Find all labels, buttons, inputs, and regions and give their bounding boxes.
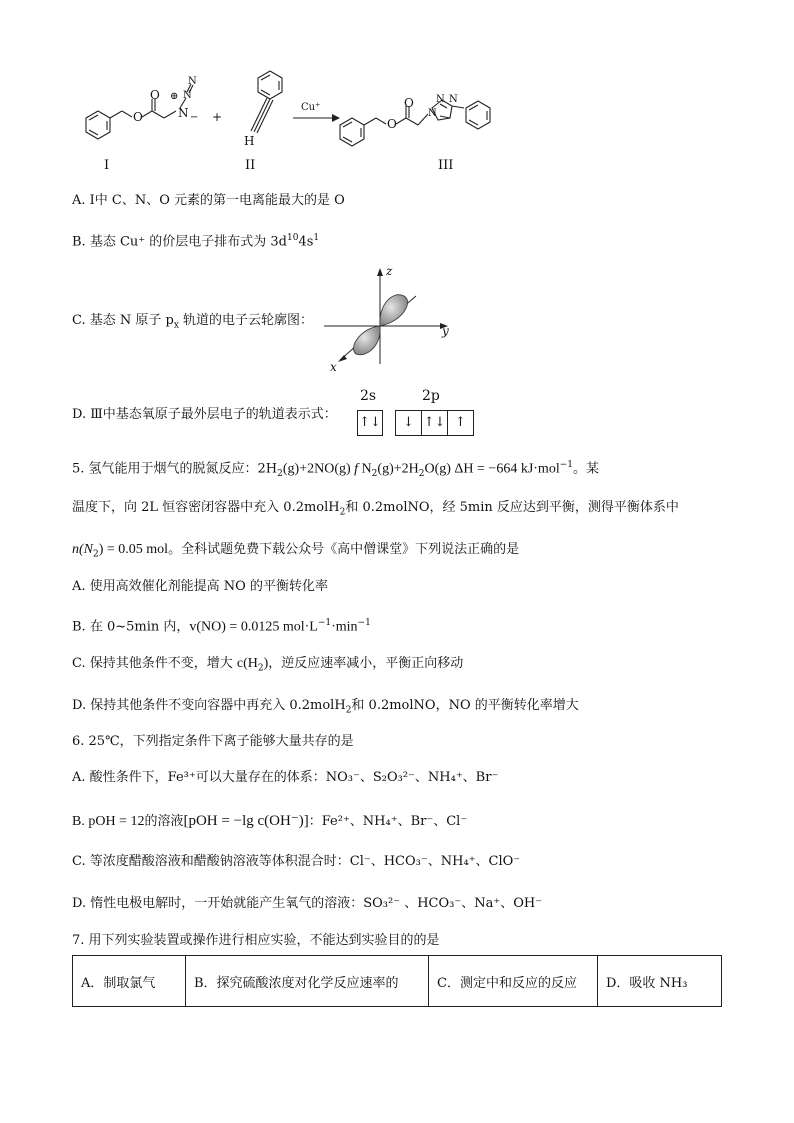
atom-o-iii-carbonyl: O bbox=[404, 96, 414, 110]
charge-minus-i: − bbox=[190, 112, 199, 123]
axis-z-label: z bbox=[386, 264, 393, 278]
atom-n-i-2: N bbox=[183, 90, 192, 101]
q7-stem: 7. 用下列实验装置或操作进行相应实验，不能达到实验目的的是 bbox=[72, 933, 440, 948]
orbital-cell-2s: ↑↓ bbox=[359, 415, 381, 430]
compound-label-iii: III bbox=[438, 158, 454, 173]
q7-option-a: A．制取氯气 bbox=[73, 956, 186, 1007]
orbital-cell-2p-3: ↑ bbox=[455, 415, 466, 430]
orbital-box-2p bbox=[395, 410, 474, 436]
q7-option-c: C．测定中和反应的反应 bbox=[429, 956, 598, 1007]
atom-o-i-carbonyl: O bbox=[150, 88, 160, 102]
q6-stem: 6. 25℃，下列指定条件下离子能够大量共存的是 bbox=[72, 734, 354, 749]
atom-h-ii: H bbox=[244, 134, 255, 148]
q7-option-b: B．探究硫酸浓度对化学反应速率的 bbox=[186, 956, 429, 1007]
compound-label-ii: II bbox=[245, 158, 256, 173]
q7-option-d: D．吸收 NH₃ bbox=[598, 956, 722, 1007]
plus-sign: + bbox=[212, 110, 223, 124]
q5-option-b: B. 在 0~5min 内，v(NO) = 0.0125 $mol\cdot L^{-1}\cdot\min^{-1}$ bbox=[72, 618, 371, 635]
orbital-box-2s bbox=[357, 410, 383, 436]
atom-n-iii-1: N bbox=[428, 108, 437, 119]
q5-option-c: C. 保持其他条件不变，增大 $c(H_2)$，逆反应速率减小，平衡正向移动 bbox=[72, 656, 464, 674]
axis-y-label: y bbox=[442, 324, 449, 338]
p-orbital-diagram bbox=[320, 266, 460, 371]
orbital-cell-2p-2: ↑↓ bbox=[422, 411, 448, 435]
catalyst-label: Cu⁺ bbox=[301, 102, 321, 113]
orbital-2p-label: 2p bbox=[422, 388, 440, 404]
q6-option-c: C. 等浓度醋酸溶液和醋酸钠溶液等体积混合时：Cl⁻、HCO₃⁻、NH₄⁺、ClO⁻ bbox=[72, 854, 521, 869]
q7-options-row bbox=[73, 956, 722, 1007]
atom-n-iii-2: N bbox=[436, 94, 445, 105]
atom-o-i-ester: O bbox=[133, 110, 143, 124]
orbital-cell-2p-1: ↓ bbox=[396, 411, 422, 435]
orbital-lobe-upper bbox=[380, 295, 408, 326]
q4-option-d: D. Ⅲ中基态氧原子最外层电子的轨道表示式： bbox=[72, 407, 337, 422]
atom-n-i-1: N bbox=[178, 106, 189, 120]
compound-label-i: I bbox=[104, 158, 110, 173]
q7-options-table bbox=[72, 955, 722, 1007]
atom-o-iii-ester: O bbox=[387, 117, 397, 131]
atom-n-i-3: N bbox=[188, 76, 197, 87]
q6-option-a: A. 酸性条件下，Fe³⁺可以大量存在的体系：NO₃⁻、S₂O₃²⁻、NH₄⁺、Br⁻ bbox=[72, 770, 499, 785]
q5-stem-line2: 温度下，向 2L 恒容密闭容器中充入 0.2molH$_2$和 0.2molNO，经 5min 反应达到平衡，测得平衡体系中 bbox=[72, 500, 679, 518]
reaction-scheme bbox=[70, 70, 530, 180]
axis-x-label: x bbox=[330, 360, 337, 374]
q4-option-a: A. Ⅰ中 C、N、O 元素的第一电离能最大的是 O bbox=[72, 193, 345, 208]
q4-option-b: B. 基态 Cu⁺ 的价层电子排布式为 $3d^{10}4s^1$ bbox=[72, 233, 320, 250]
orbital-lobe-lower bbox=[353, 326, 380, 355]
q6-option-d: D. 惰性电极电解时，一开始就能产生氧气的溶液：SO₃²⁻ 、HCO₃⁻、Na⁺、OH⁻ bbox=[72, 896, 543, 911]
q5-stem-line1: 5. 氢气能用于烟气的脱氮反应：$2H_2(g)+2NO(g)$ f $N_2(g)+2H_2O(g) \Delta H = -664$ kJ·mol$^{-1}$。某 bbox=[72, 460, 600, 479]
q6-option-b: B. pOH = 12的溶液[pOH = −lg c(OH⁻)]：Fe²⁺、NH₄⁺、Br⁻、Cl⁻ bbox=[72, 813, 468, 829]
atom-n-iii-3: N bbox=[449, 94, 458, 105]
q4-option-c: C. 基态 N 原子 $p_x$ 轨道的电子云轮廓图： bbox=[72, 313, 314, 331]
q5-stem-line3: $n(N_2) = 0.05$ mol。全科试题免费下载公众号《高中僧课堂》下列说法正确的是 bbox=[72, 542, 520, 560]
orbital-2s-label: 2s bbox=[360, 388, 377, 404]
q5-option-a: A. 使用高效催化剂能提高 NO 的平衡转化率 bbox=[72, 579, 328, 594]
q5-option-d: D. 保持其他条件不变向容器中再充入 0.2molH$_2$和 0.2molNO，NO 的平衡转化率增大 bbox=[72, 698, 579, 716]
charge-plus-i: ⊕ bbox=[170, 91, 179, 102]
